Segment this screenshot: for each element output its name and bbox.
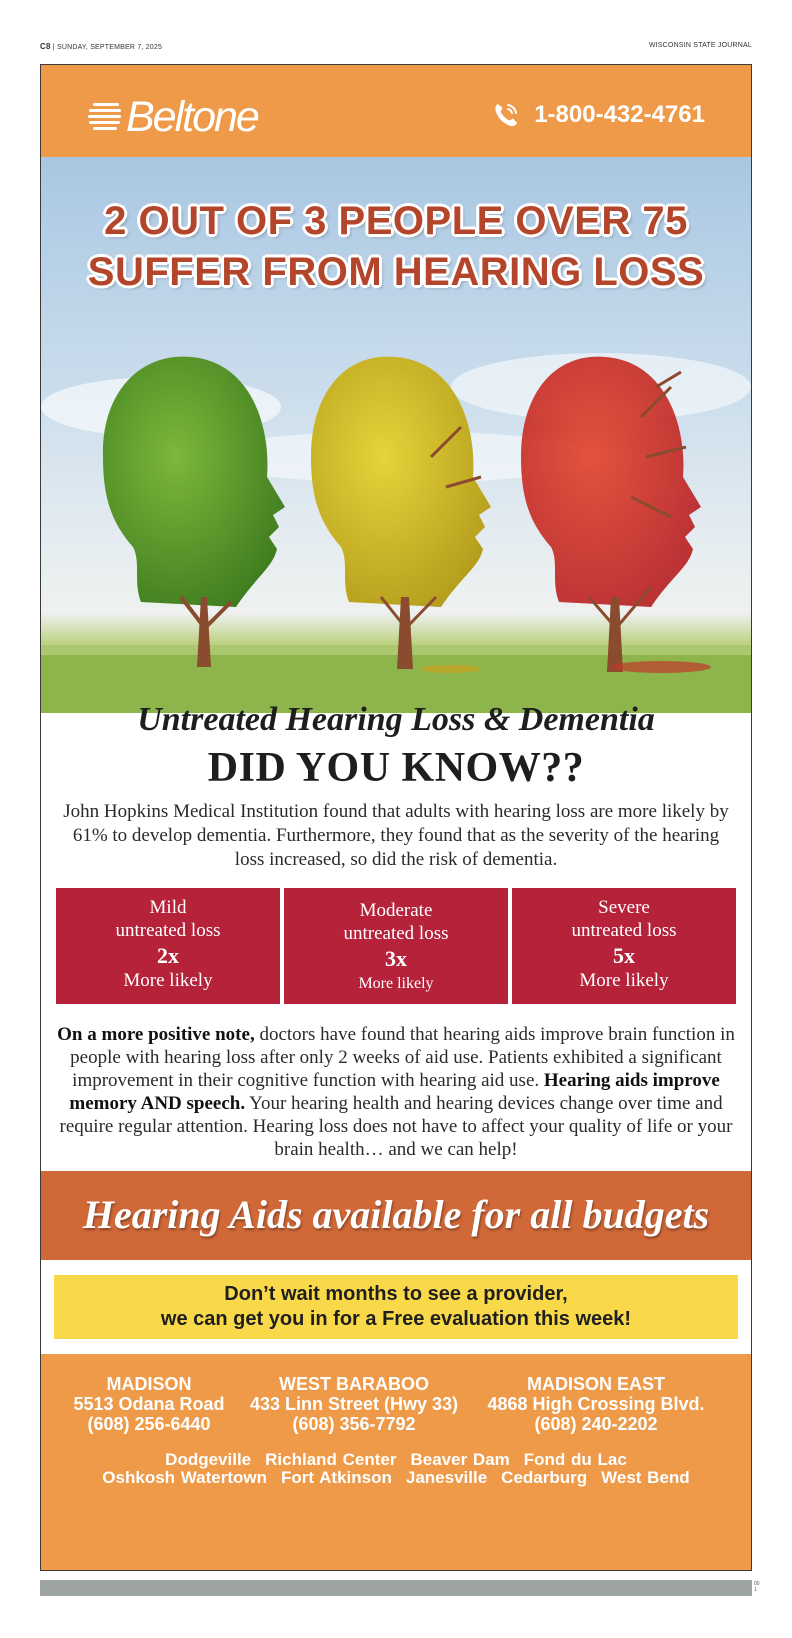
stat-desc: untreated loss [115, 920, 221, 941]
stat-likely: More likely [358, 975, 434, 992]
towns-row-2 [41, 1468, 751, 1488]
town: West Bend [601, 1468, 690, 1487]
location-madison-east [473, 1374, 719, 1434]
positive-bold: Hearing aids improve memory AND speech. [69, 1070, 720, 1114]
print-code-2: 1 [754, 1587, 757, 1593]
location-phone[interactable]: (608) 256-6440 [87, 1414, 211, 1434]
location-phone[interactable]: (608) 240-2202 [534, 1414, 658, 1434]
location-address: 5513 Odana Road [73, 1394, 225, 1414]
cta-line-1: Don’t wait months to see a provider, [224, 1283, 568, 1305]
positive-text-1: doctors have found that hearing aids improve brain function in people with hearing loss after only 2 weeks of aid use. Patients exhibited a significant improvement in their cognitive function with hearing aid use. [70, 1024, 735, 1091]
page-number: C8 [40, 42, 51, 51]
location-madison [49, 1374, 249, 1434]
beltone-logo [87, 92, 258, 141]
headline-line-1: 2 OUT OF 3 PEOPLE OVER 75 [104, 199, 688, 243]
location-city: MADISON EAST [526, 1374, 665, 1394]
stat-desc: untreated loss [571, 920, 677, 941]
newspaper-name: WISCONSIN STATE JOURNAL [648, 42, 752, 49]
phone-icon [492, 101, 520, 129]
phone-number[interactable] [492, 101, 705, 129]
town: Cedarburg [501, 1468, 588, 1487]
stat-likely: More likely [123, 970, 213, 991]
print-code [754, 1581, 760, 1593]
location-west-baraboo [239, 1374, 469, 1434]
stat-desc: untreated loss [343, 923, 449, 944]
ad-header [41, 65, 751, 157]
folio-left: C8 | SUNDAY, SEPTEMBER 7, 2025 [40, 42, 163, 51]
publication-date: SUNDAY, SEPTEMBER 7, 2025 [56, 44, 163, 51]
phone-text: 1-800-432-4761 [534, 101, 705, 128]
town: Janesville [405, 1468, 488, 1487]
cta-line-2: we can get you in for a Free evaluation this week! [160, 1308, 632, 1330]
town: Oshkosh Watertown [102, 1468, 268, 1487]
town: Fond du Lac [523, 1450, 627, 1469]
town: Dodgeville [165, 1450, 252, 1469]
stat-likely: More likely [579, 970, 669, 991]
positive-text-2: Your hearing health and hearing devices change over time and require regular attention. Hearing loss does not have to affect your quality of life or your brain health… and we can help! [59, 1093, 733, 1160]
town: Fort Atkinson [281, 1468, 392, 1487]
intro-paragraph: John Hopkins Medical Institution found that adults with hearing loss are more likely by 61% to develop dementia. Furthermore, they found that as the severity of the hearing loss increased, so did the risk of dementia. [63, 801, 729, 870]
stat-multiplier: 2x [157, 943, 179, 968]
location-phone[interactable]: (608) 356-7792 [292, 1414, 416, 1434]
location-city: WEST BARABOO [279, 1374, 429, 1394]
budget-text: Hearing Aids available for all budgets [82, 1192, 710, 1237]
hero-image [41, 157, 751, 713]
stat-level: Moderate [359, 900, 433, 921]
stat-severe [512, 888, 736, 1004]
print-code-1: 00 [754, 1581, 760, 1587]
page-bottom-bar [40, 1580, 752, 1596]
stat-mild [56, 888, 280, 1004]
brand-name: Beltone [126, 92, 258, 141]
towns-row-1 [41, 1450, 751, 1470]
location-address: 433 Linn Street (Hwy 33) [249, 1394, 459, 1414]
locations-block [41, 1354, 751, 1571]
stat-multiplier: 5x [613, 943, 635, 968]
town: Beaver Dam [410, 1450, 510, 1469]
location-address: 4868 High Crossing Blvd. [487, 1394, 705, 1414]
beltone-stripes-icon [87, 99, 123, 135]
stat-level: Mild [149, 897, 187, 918]
positive-lead: On a more positive note, [57, 1024, 255, 1045]
town: Richland Center [265, 1450, 397, 1469]
section-subtitle: Untreated Hearing Loss & Dementia [137, 701, 655, 738]
page-folio [40, 42, 752, 54]
beltone-advertisement [40, 64, 752, 1571]
did-you-know-heading: DID YOU KNOW?? [207, 745, 585, 791]
free-evaluation-callout [54, 1275, 738, 1339]
location-city: MADISON [106, 1374, 192, 1394]
risk-stats [56, 888, 736, 1004]
stat-multiplier: 3x [385, 946, 407, 971]
stat-moderate [284, 888, 508, 1004]
budget-banner [41, 1171, 751, 1260]
stat-level: Severe [598, 897, 650, 918]
headline-line-2: SUFFER FROM HEARING LOSS [87, 250, 705, 294]
positive-note-paragraph [57, 1023, 735, 1161]
